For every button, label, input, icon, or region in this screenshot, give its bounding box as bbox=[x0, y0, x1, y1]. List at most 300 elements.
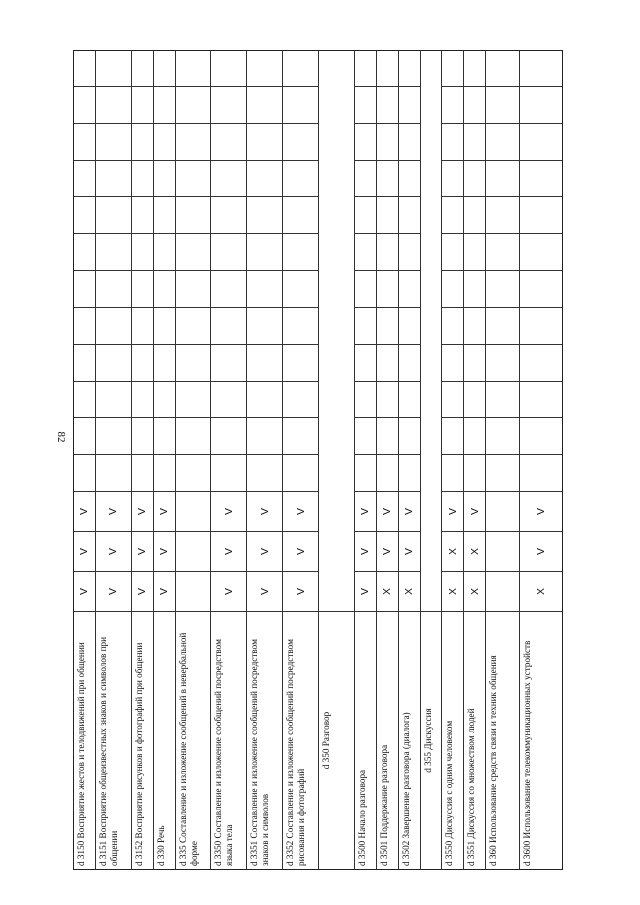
empty-cell bbox=[74, 344, 95, 381]
empty-cell bbox=[486, 160, 519, 197]
empty-cell bbox=[486, 307, 519, 344]
empty-cell bbox=[486, 196, 519, 233]
empty-cell bbox=[154, 417, 175, 454]
empty-cell bbox=[96, 454, 131, 491]
row-label: d 3600 Использование телекоммуникационных устройств bbox=[520, 611, 562, 869]
empty-cell bbox=[355, 270, 376, 307]
check-mark: V bbox=[158, 588, 171, 596]
empty-cell bbox=[377, 307, 398, 344]
check-mark: V bbox=[403, 508, 416, 516]
table-row bbox=[442, 51, 464, 869]
empty-cell bbox=[520, 381, 562, 418]
empty-cell bbox=[211, 49, 246, 86]
empty-cell bbox=[377, 270, 398, 307]
empty-cell bbox=[74, 196, 95, 233]
empty-cell bbox=[520, 160, 562, 197]
empty-cell bbox=[96, 123, 131, 160]
row-label: d 335 Составление и изложение сообщений в невербальной форме bbox=[176, 611, 211, 869]
empty-cell bbox=[211, 86, 246, 123]
table-row bbox=[154, 51, 176, 869]
empty-cell bbox=[486, 49, 519, 86]
mark-cell bbox=[377, 571, 398, 611]
empty-cell bbox=[211, 417, 246, 454]
rotated-table-stage bbox=[73, 50, 563, 870]
row-label: d 3551 Дискуссия со множеством людей bbox=[464, 611, 485, 869]
check-mark: V bbox=[222, 548, 235, 556]
mark-cell bbox=[211, 491, 246, 531]
empty-cell bbox=[96, 196, 131, 233]
empty-cell bbox=[377, 417, 398, 454]
row-label: d 3500 Начало разговора bbox=[355, 611, 376, 869]
row-label: d 330 Речь bbox=[154, 611, 175, 869]
empty-cell bbox=[399, 160, 420, 197]
table-row bbox=[132, 51, 154, 869]
empty-cell bbox=[132, 344, 153, 381]
empty-cell bbox=[399, 86, 420, 123]
empty-cell bbox=[442, 49, 463, 86]
empty-cell bbox=[486, 270, 519, 307]
empty-cell bbox=[486, 86, 519, 123]
empty-cell bbox=[464, 49, 485, 86]
empty-cell bbox=[283, 307, 318, 344]
empty-cell bbox=[132, 233, 153, 270]
empty-cell bbox=[355, 196, 376, 233]
empty-cell bbox=[176, 270, 211, 307]
mark-cell bbox=[442, 571, 463, 611]
empty-cell bbox=[74, 454, 95, 491]
mark-cell bbox=[132, 491, 153, 531]
empty-cell bbox=[464, 86, 485, 123]
empty-cell bbox=[355, 307, 376, 344]
row-label: d 360 Использование средств связи и техник общения bbox=[486, 611, 519, 869]
empty-cell bbox=[355, 454, 376, 491]
check-mark: V bbox=[136, 548, 149, 556]
row-label: d 3152 Восприятие рисунков и фотографий при общении bbox=[132, 611, 153, 869]
empty-cell bbox=[211, 344, 246, 381]
mark-cell bbox=[283, 491, 318, 531]
mark-cell bbox=[132, 571, 153, 611]
check-mark: V bbox=[258, 508, 271, 516]
empty-cell bbox=[486, 233, 519, 270]
empty-cell bbox=[442, 307, 463, 344]
empty-cell bbox=[132, 270, 153, 307]
page-number: 82 bbox=[55, 431, 67, 443]
empty-cell bbox=[96, 344, 131, 381]
empty-cell bbox=[399, 381, 420, 418]
empty-cell bbox=[283, 160, 318, 197]
empty-cell bbox=[154, 307, 175, 344]
mark-cell bbox=[247, 491, 282, 531]
mark-cell bbox=[355, 531, 376, 571]
empty-cell bbox=[377, 123, 398, 160]
check-mark: V bbox=[258, 548, 271, 556]
check-mark: V bbox=[222, 508, 235, 516]
row-label: d 3351 Составление и изложение сообщений посредством знаков и символов bbox=[247, 611, 282, 869]
mark-cell bbox=[377, 491, 398, 531]
empty-cell bbox=[464, 381, 485, 418]
empty-cell bbox=[486, 417, 519, 454]
empty-cell bbox=[283, 49, 318, 86]
empty-cell bbox=[247, 123, 282, 160]
empty-cell bbox=[176, 381, 211, 418]
empty-cell bbox=[283, 233, 318, 270]
empty-cell bbox=[520, 307, 562, 344]
empty-cell bbox=[464, 270, 485, 307]
empty-cell bbox=[464, 233, 485, 270]
mark-cell bbox=[399, 491, 420, 531]
mark-cell bbox=[211, 531, 246, 571]
check-mark: V bbox=[294, 548, 307, 556]
empty-cell bbox=[154, 381, 175, 418]
empty-cell bbox=[399, 233, 420, 270]
empty-cell bbox=[520, 270, 562, 307]
empty-cell bbox=[132, 86, 153, 123]
cross-mark: X bbox=[446, 588, 459, 596]
empty-cell bbox=[176, 307, 211, 344]
check-mark: V bbox=[136, 588, 149, 596]
row-label: d 355 Дискуссия bbox=[421, 611, 442, 869]
empty-cell bbox=[154, 344, 175, 381]
empty-cell bbox=[442, 344, 463, 381]
empty-cell bbox=[211, 381, 246, 418]
empty-cell bbox=[355, 49, 376, 86]
empty-cell bbox=[211, 123, 246, 160]
empty-cell bbox=[247, 49, 282, 86]
empty-cell bbox=[355, 233, 376, 270]
empty-cell bbox=[247, 307, 282, 344]
mark-cell bbox=[74, 571, 95, 611]
empty-cell bbox=[464, 123, 485, 160]
empty-cell bbox=[464, 160, 485, 197]
empty-cell bbox=[464, 417, 485, 454]
empty-cell bbox=[377, 196, 398, 233]
table-row bbox=[486, 51, 520, 869]
check-mark: V bbox=[136, 508, 149, 516]
table-row bbox=[377, 51, 399, 869]
mark-cell bbox=[442, 491, 463, 531]
empty-cell bbox=[211, 270, 246, 307]
empty-cell bbox=[442, 196, 463, 233]
row-label: d 3501 Поддержание разговора bbox=[377, 611, 398, 869]
cross-mark: X bbox=[381, 588, 394, 596]
empty-cell bbox=[520, 233, 562, 270]
table-row bbox=[520, 51, 562, 869]
empty-cell bbox=[442, 454, 463, 491]
empty-cell bbox=[96, 307, 131, 344]
empty-cell bbox=[211, 196, 246, 233]
empty-cell bbox=[442, 381, 463, 418]
empty-cell bbox=[96, 270, 131, 307]
empty-cell bbox=[211, 160, 246, 197]
mark-cell bbox=[211, 571, 246, 611]
table-row bbox=[283, 51, 319, 869]
table-row bbox=[355, 51, 377, 869]
empty-cell bbox=[132, 417, 153, 454]
empty-cell bbox=[464, 307, 485, 344]
empty-cell bbox=[176, 344, 211, 381]
empty-cell bbox=[520, 49, 562, 86]
empty-cell bbox=[154, 454, 175, 491]
empty-cell bbox=[211, 307, 246, 344]
mark-cell bbox=[399, 531, 420, 571]
check-mark: V bbox=[107, 588, 120, 596]
empty-cell bbox=[377, 344, 398, 381]
row-label: d 350 Разговор bbox=[319, 611, 354, 869]
empty-cell bbox=[520, 86, 562, 123]
check-mark: V bbox=[222, 588, 235, 596]
check-mark: V bbox=[107, 548, 120, 556]
cross-mark: X bbox=[535, 588, 548, 596]
empty-cell bbox=[520, 417, 562, 454]
empty-cell bbox=[176, 160, 211, 197]
empty-cell bbox=[283, 196, 318, 233]
empty-cell bbox=[74, 307, 95, 344]
empty-cell bbox=[96, 417, 131, 454]
mark-cell bbox=[96, 491, 131, 531]
empty-cell bbox=[132, 123, 153, 160]
empty-cell bbox=[132, 381, 153, 418]
empty-cell bbox=[464, 196, 485, 233]
empty-cell bbox=[355, 417, 376, 454]
mark-cell bbox=[486, 571, 519, 611]
check-mark: V bbox=[381, 548, 394, 556]
empty-cell bbox=[486, 454, 519, 491]
empty-cell bbox=[377, 86, 398, 123]
section-span bbox=[421, 51, 442, 611]
empty-cell bbox=[132, 49, 153, 86]
assessment-table bbox=[73, 50, 563, 870]
empty-cell bbox=[176, 86, 211, 123]
empty-cell bbox=[247, 381, 282, 418]
row-label: d 3350 Составление и изложение сообщений посредством языка тела bbox=[211, 611, 246, 869]
empty-cell bbox=[464, 344, 485, 381]
empty-cell bbox=[399, 307, 420, 344]
empty-cell bbox=[399, 196, 420, 233]
empty-cell bbox=[247, 233, 282, 270]
table-row bbox=[464, 51, 486, 869]
empty-cell bbox=[520, 196, 562, 233]
empty-cell bbox=[520, 454, 562, 491]
check-mark: V bbox=[381, 508, 394, 516]
empty-cell bbox=[96, 160, 131, 197]
empty-cell bbox=[442, 160, 463, 197]
mark-cell bbox=[96, 531, 131, 571]
check-mark: V bbox=[158, 548, 171, 556]
mark-cell bbox=[486, 491, 519, 531]
empty-cell bbox=[211, 454, 246, 491]
empty-cell bbox=[154, 196, 175, 233]
empty-cell bbox=[355, 160, 376, 197]
mark-cell bbox=[355, 491, 376, 531]
empty-cell bbox=[399, 454, 420, 491]
empty-cell bbox=[355, 344, 376, 381]
empty-cell bbox=[399, 49, 420, 86]
mark-cell bbox=[283, 531, 318, 571]
empty-cell bbox=[355, 381, 376, 418]
empty-cell bbox=[132, 160, 153, 197]
mark-cell bbox=[176, 571, 211, 611]
mark-cell bbox=[464, 571, 485, 611]
table-row bbox=[319, 51, 355, 869]
empty-cell bbox=[486, 123, 519, 160]
empty-cell bbox=[283, 123, 318, 160]
mark-cell bbox=[399, 571, 420, 611]
row-label: d 3502 Завершение разговора (диалога) bbox=[399, 611, 420, 869]
empty-cell bbox=[399, 417, 420, 454]
table-row bbox=[96, 51, 132, 869]
check-mark: V bbox=[158, 508, 171, 516]
row-label: d 3550 Дискуссия с одним человеком bbox=[442, 611, 463, 869]
cross-mark: X bbox=[403, 588, 416, 596]
empty-cell bbox=[176, 454, 211, 491]
mark-cell bbox=[520, 491, 562, 531]
mark-cell bbox=[74, 491, 95, 531]
check-mark: V bbox=[359, 508, 372, 516]
empty-cell bbox=[96, 86, 131, 123]
mark-cell bbox=[247, 571, 282, 611]
empty-cell bbox=[132, 196, 153, 233]
empty-cell bbox=[520, 344, 562, 381]
empty-cell bbox=[464, 454, 485, 491]
empty-cell bbox=[399, 270, 420, 307]
empty-cell bbox=[132, 307, 153, 344]
empty-cell bbox=[96, 49, 131, 86]
table-row bbox=[399, 51, 421, 869]
empty-cell bbox=[176, 123, 211, 160]
empty-cell bbox=[486, 344, 519, 381]
mark-cell bbox=[520, 531, 562, 571]
empty-cell bbox=[154, 160, 175, 197]
check-mark: V bbox=[78, 548, 91, 556]
check-mark: V bbox=[78, 588, 91, 596]
mark-cell bbox=[176, 491, 211, 531]
mark-cell bbox=[520, 571, 562, 611]
mark-cell bbox=[154, 491, 175, 531]
empty-cell bbox=[377, 49, 398, 86]
empty-cell bbox=[486, 381, 519, 418]
table-row bbox=[247, 51, 283, 869]
empty-cell bbox=[176, 417, 211, 454]
check-mark: V bbox=[107, 508, 120, 516]
cross-mark: X bbox=[446, 548, 459, 556]
check-mark: V bbox=[294, 508, 307, 516]
mark-cell bbox=[464, 491, 485, 531]
empty-cell bbox=[247, 344, 282, 381]
empty-cell bbox=[442, 417, 463, 454]
table-row bbox=[211, 51, 247, 869]
empty-cell bbox=[283, 270, 318, 307]
mark-cell bbox=[247, 531, 282, 571]
empty-cell bbox=[520, 123, 562, 160]
empty-cell bbox=[74, 49, 95, 86]
mark-cell bbox=[132, 531, 153, 571]
empty-cell bbox=[74, 123, 95, 160]
table-row bbox=[176, 51, 212, 869]
empty-cell bbox=[399, 344, 420, 381]
check-mark: V bbox=[468, 508, 481, 516]
empty-cell bbox=[247, 160, 282, 197]
empty-cell bbox=[283, 381, 318, 418]
empty-cell bbox=[74, 86, 95, 123]
mark-cell bbox=[154, 531, 175, 571]
cross-mark: X bbox=[468, 548, 481, 556]
empty-cell bbox=[74, 381, 95, 418]
mark-cell bbox=[154, 571, 175, 611]
check-mark: V bbox=[403, 548, 416, 556]
empty-cell bbox=[132, 454, 153, 491]
empty-cell bbox=[283, 344, 318, 381]
mark-cell bbox=[176, 531, 211, 571]
table-row bbox=[421, 51, 443, 869]
cross-mark: X bbox=[468, 588, 481, 596]
empty-cell bbox=[154, 86, 175, 123]
empty-cell bbox=[377, 454, 398, 491]
empty-cell bbox=[176, 233, 211, 270]
empty-cell bbox=[176, 196, 211, 233]
empty-cell bbox=[74, 233, 95, 270]
empty-cell bbox=[247, 86, 282, 123]
empty-cell bbox=[442, 270, 463, 307]
empty-cell bbox=[377, 160, 398, 197]
mark-cell bbox=[96, 571, 131, 611]
mark-cell bbox=[442, 531, 463, 571]
mark-cell bbox=[74, 531, 95, 571]
row-label: d 3151 Восприятие общеизвестных знаков и символов при общении bbox=[96, 611, 131, 869]
empty-cell bbox=[96, 381, 131, 418]
table-row bbox=[74, 51, 96, 869]
row-label: d 3352 Составление и изложение сообщений посредством рисования и фотографий bbox=[283, 611, 318, 869]
empty-cell bbox=[211, 233, 246, 270]
empty-cell bbox=[283, 417, 318, 454]
mark-cell bbox=[377, 531, 398, 571]
check-mark: V bbox=[535, 508, 548, 516]
empty-cell bbox=[96, 233, 131, 270]
empty-cell bbox=[247, 417, 282, 454]
check-mark: V bbox=[535, 548, 548, 556]
empty-cell bbox=[176, 49, 211, 86]
empty-cell bbox=[377, 381, 398, 418]
empty-cell bbox=[355, 86, 376, 123]
section-span bbox=[319, 51, 354, 611]
check-mark: V bbox=[258, 588, 271, 596]
empty-cell bbox=[154, 233, 175, 270]
empty-cell bbox=[283, 86, 318, 123]
mark-cell bbox=[486, 531, 519, 571]
empty-cell bbox=[247, 270, 282, 307]
empty-cell bbox=[399, 123, 420, 160]
empty-cell bbox=[283, 454, 318, 491]
empty-cell bbox=[74, 417, 95, 454]
mark-cell bbox=[355, 571, 376, 611]
empty-cell bbox=[247, 196, 282, 233]
empty-cell bbox=[442, 123, 463, 160]
empty-cell bbox=[355, 123, 376, 160]
empty-cell bbox=[154, 123, 175, 160]
mark-cell bbox=[283, 571, 318, 611]
check-mark: V bbox=[359, 588, 372, 596]
empty-cell bbox=[377, 233, 398, 270]
empty-cell bbox=[442, 233, 463, 270]
check-mark: V bbox=[294, 588, 307, 596]
empty-cell bbox=[74, 160, 95, 197]
row-label: d 3150 Восприятие жестов и телодвижений при общении bbox=[74, 611, 95, 869]
check-mark: V bbox=[359, 548, 372, 556]
empty-cell bbox=[247, 454, 282, 491]
mark-cell bbox=[464, 531, 485, 571]
empty-cell bbox=[442, 86, 463, 123]
empty-cell bbox=[154, 270, 175, 307]
check-mark: V bbox=[446, 508, 459, 516]
